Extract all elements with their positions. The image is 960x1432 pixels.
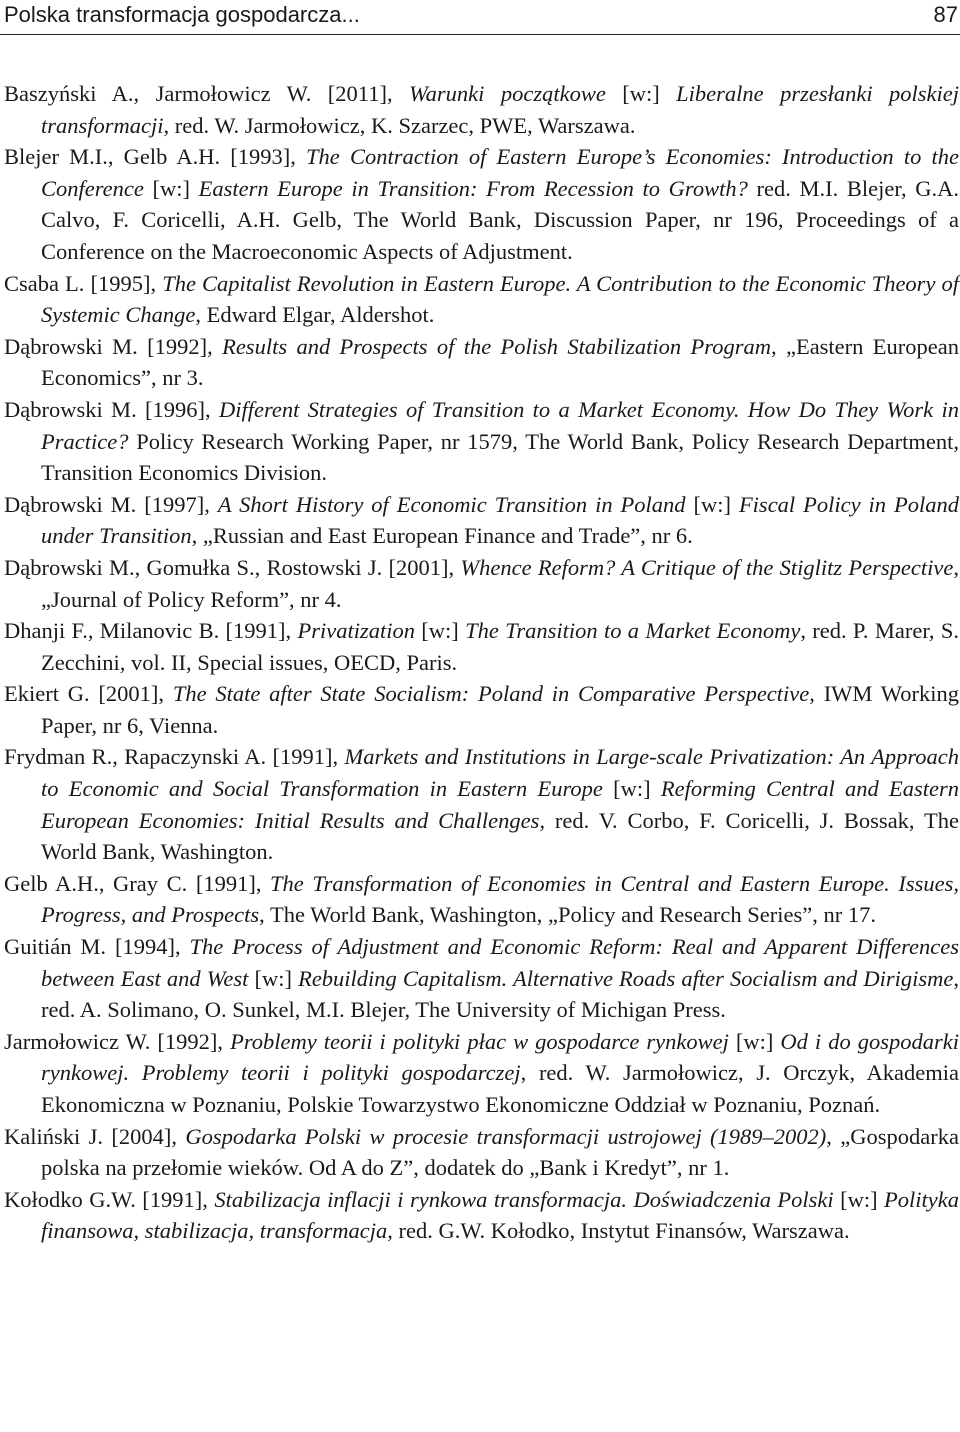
- reference-text: , IWM Working Paper, nr 6, Vienna.: [41, 681, 959, 738]
- reference-title: Warunki początkowe: [409, 81, 606, 106]
- reference-text: Dąbrowski M., Gomułka S., Rostowski J. [2001],: [4, 554, 461, 580]
- reference-title: The Contraction of Eastern Europe’s Economies: Introduction to the Conference: [41, 144, 960, 201]
- reference-text: Gelb A.H., Gray C. [1991],: [4, 870, 271, 896]
- header-divider: [0, 34, 960, 35]
- reference-text: [w:]: [833, 1186, 885, 1212]
- reference-text: Dąbrowski M. [1997],: [4, 491, 218, 517]
- reference-title: The Capitalist Revolution in Eastern Europe. A Contribution to the Economic Theory of Systemic Change: [41, 270, 960, 328]
- reference-text: , „Journal of Policy Reform”, nr 4.: [41, 554, 959, 612]
- reference-text: Dąbrowski M. [1992],: [4, 333, 223, 359]
- reference-text: [w:]: [143, 175, 199, 201]
- reference-title: Whence Reform? A Critique of the Stiglitz Perspective: [460, 554, 954, 580]
- reference-text: Jarmołowicz W. [1992],: [4, 1028, 231, 1054]
- reference-entry: [4, 141, 959, 267]
- reference-entry: [4, 1184, 959, 1247]
- reference-title: Problemy teorii i polityki płac w gospodarce rynkowej: [230, 1028, 729, 1054]
- reference-title: The Transition to a Market Economy: [465, 618, 801, 644]
- reference-text: , The World Bank, Washington, „Policy and Research Series”, nr 17.: [259, 902, 877, 928]
- reference-text: , red. G.W. Kołodko, Instytut Finansów, Warszawa.: [387, 1218, 850, 1244]
- reference-title: Rebuilding Capitalism. Alternative Roads after Socialism and Dirigisme: [298, 965, 954, 991]
- reference-title: The Transformation of Economies in Central and Eastern Europe. Issues, Progress, and Prospects: [41, 870, 959, 928]
- reference-title: Stabilizacja inflacji i rynkowa transformacja. Doświadczenia Polski: [214, 1186, 834, 1212]
- reference-title: Od i do gospodarki rynkowej. Problemy teorii i polityki gospodarczej: [41, 1028, 960, 1086]
- reference-text: Baszyński A., Jarmołowicz W. [2011],: [4, 81, 409, 106]
- reference-entry: [4, 552, 959, 615]
- reference-text: [w:]: [605, 81, 677, 106]
- reference-entry: [4, 741, 959, 867]
- reference-entry: [4, 331, 959, 394]
- reference-text: Dhanji F., Milanovic B. [1991],: [4, 618, 298, 644]
- reference-text: , Edward Elgar, Aldershot.: [195, 302, 435, 328]
- reference-text: , „Gospodarka polska na przełomie wieków. Od A do Z”, dodatek do „Bank i Kredyt”, nr 1.: [41, 1123, 959, 1181]
- reference-title: Eastern Europe in Transition: From Recession to Growth?: [198, 175, 748, 201]
- reference-text: , red. V. Corbo, F. Coricelli, J. Bossak, The World Bank, Washington.: [41, 807, 959, 865]
- reference-title: Reforming Central and Eastern European Economies: Initial Results and Challenges: [41, 776, 959, 833]
- reference-title: Gospodarka Polski w procesie transformacji ustrojowej (1989–2002): [185, 1123, 827, 1149]
- reference-title: The State after State Socialism: Poland in Comparative Perspective: [172, 681, 810, 707]
- reference-text: [w:]: [685, 491, 739, 517]
- reference-entry: [4, 931, 959, 1026]
- reference-text: Frydman R., Rapaczynski A. [1991],: [4, 744, 345, 770]
- reference-title: A Short History of Economic Transition in Poland: [217, 491, 686, 517]
- reference-title: Markets and Institutions in Large-scale Privatization: An Approach to Economic and Social Transformation in Eastern Europe: [41, 744, 959, 802]
- running-title: Polska transformacja gospodarcza...: [4, 2, 360, 27]
- reference-entry: [4, 615, 959, 678]
- reference-text: , red. P. Marer, S. Zecchini, vol. II, Special issues, OECD, Paris.: [41, 618, 959, 675]
- reference-text: Dąbrowski M. [1996],: [4, 396, 219, 422]
- reference-title: The Process of Adjustment and Economic Reform: Real and Apparent Differences between East and West: [41, 934, 959, 991]
- reference-text: , red. W. Jarmołowicz, J. Orczyk, Akademia Ekonomiczna w Poznaniu, Polskie Towarzystwo Ekonomiczne Oddział w Poznaniu, Poznań.: [41, 1060, 959, 1117]
- reference-text: Blejer M.I., Gelb A.H. [1993],: [4, 144, 307, 170]
- reference-entry: [4, 268, 959, 331]
- reference-text: , „Eastern European Economics”, nr 3.: [41, 333, 959, 391]
- reference-entry: [4, 678, 959, 741]
- reference-entry: [4, 78, 959, 141]
- reference-text: , „Russian and East European Finance and Trade”, nr 6.: [191, 523, 693, 549]
- reference-text: , red. W. Jarmołowicz, K. Szarzec, PWE, Warszawa.: [163, 112, 636, 138]
- reference-text: [w:]: [728, 1028, 781, 1054]
- reference-text: , red. A. Solimano, O. Sunkel, M.I. Blejer, The University of Michigan Press.: [41, 965, 959, 1023]
- reference-text: red. M.I. Blejer, G.A. Calvo, F. Coricelli, A.H. Gelb, The World Bank, Discussion Paper, nr 196, Proceedings of a Conference on the Macroeconomic Aspects of Adjustment.: [41, 175, 959, 264]
- reference-entry: [4, 868, 959, 931]
- page-number: 87: [933, 2, 958, 27]
- reference-entry: [4, 489, 959, 552]
- bibliography-list: [4, 78, 959, 1247]
- reference-text: Kaliński J. [2004],: [4, 1123, 186, 1149]
- reference-text: [w:]: [414, 618, 466, 644]
- reference-text: [w:]: [602, 776, 661, 802]
- reference-entry: [4, 1026, 959, 1121]
- reference-title: Liberalne przesłanki polskiej transformacji: [41, 81, 959, 138]
- reference-title: Privatization: [297, 618, 415, 644]
- reference-title: Polityka finansowa, stabilizacja, transformacja: [41, 1186, 959, 1244]
- reference-entry: [4, 1121, 959, 1184]
- reference-text: Policy Research Working Paper, nr 1579, The World Bank, Policy Research Department, Transition Economics Division.: [41, 428, 959, 486]
- reference-title: Different Strategies of Transition to a Market Economy. How Do They Work in Practice?: [41, 396, 959, 454]
- reference-text: [w:]: [248, 965, 299, 991]
- reference-text: Csaba L. [1995],: [4, 270, 163, 296]
- reference-text: Guitián M. [1994],: [4, 934, 190, 960]
- reference-title: Fiscal Policy in Poland under Transition: [41, 491, 959, 549]
- reference-title: Results and Prospects of the Polish Stabilization Program: [222, 333, 771, 359]
- running-header: [0, 0, 960, 30]
- reference-text: Ekiert G. [2001],: [4, 681, 173, 707]
- reference-entry: [4, 394, 959, 489]
- reference-text: Kołodko G.W. [1991],: [4, 1186, 215, 1212]
